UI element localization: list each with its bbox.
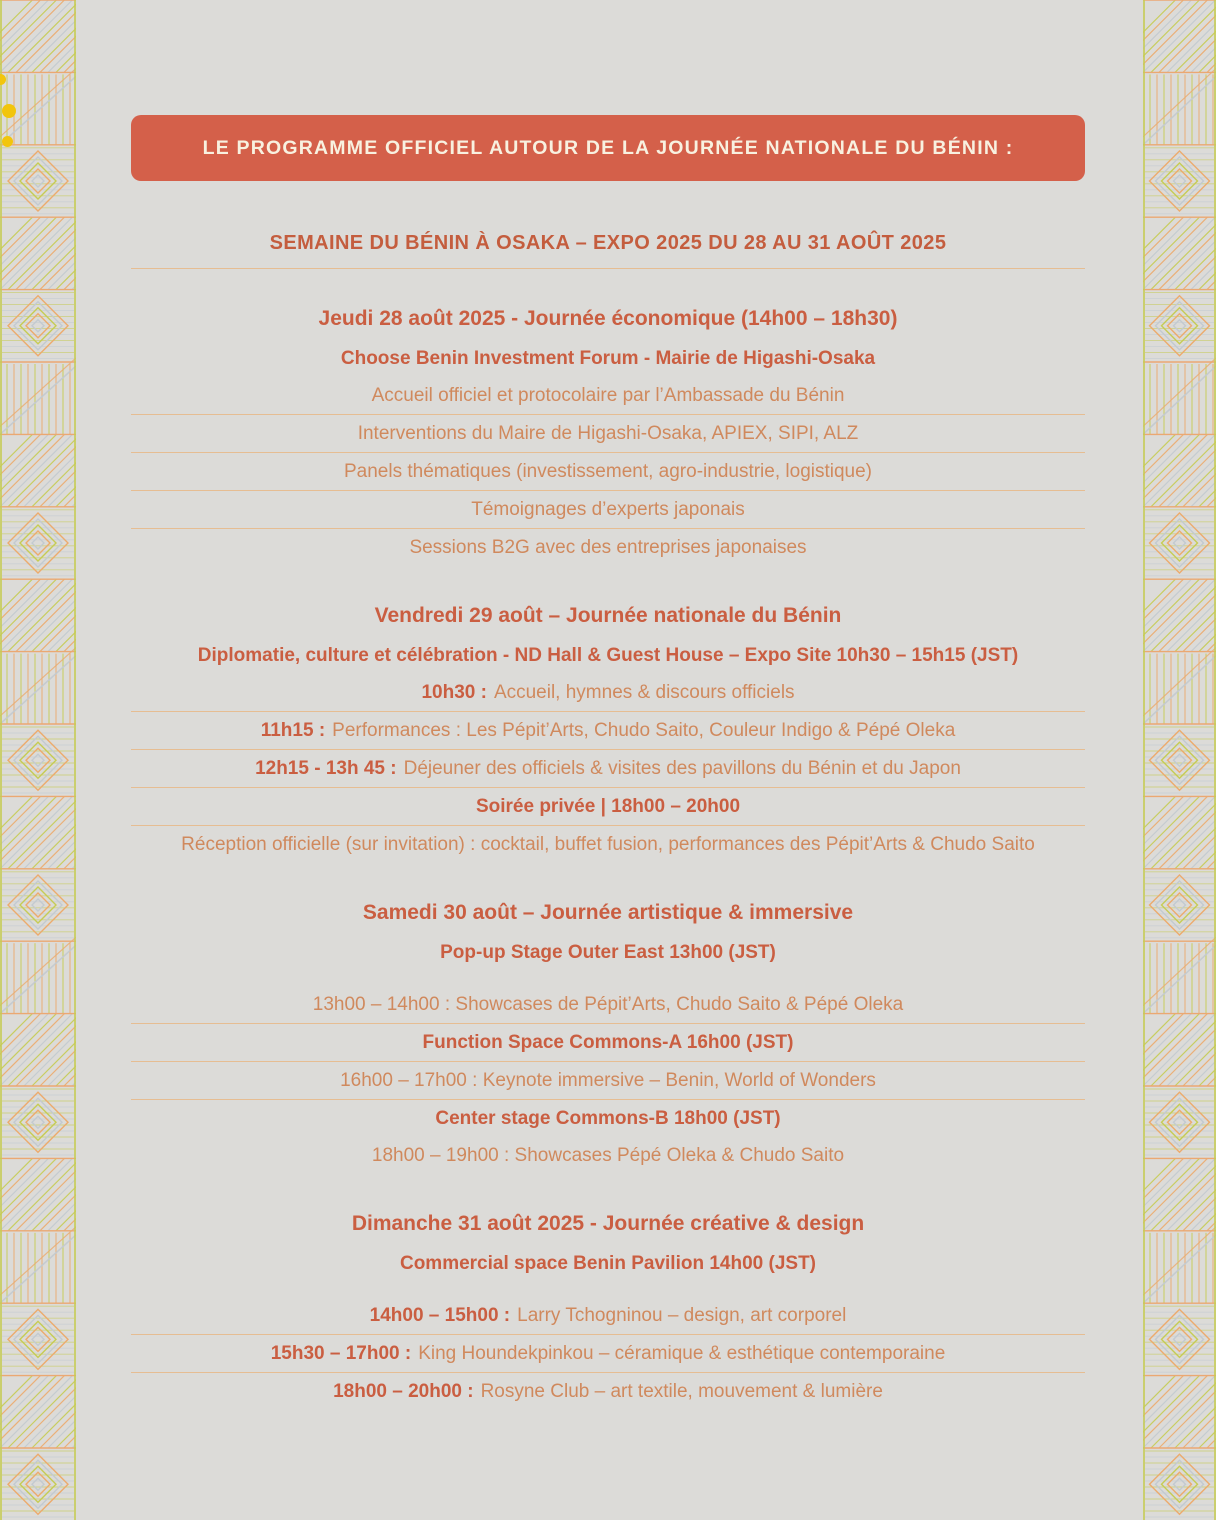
content-column bbox=[131, 0, 1085, 1410]
event-text: Accueil officiel et protocolaire par l’Ambassade du Bénin bbox=[371, 385, 845, 406]
event-text: Pop-up Stage Outer East 13h00 (JST) bbox=[440, 942, 776, 963]
event-subheading bbox=[131, 934, 1085, 971]
event-time: 12h15 - 13h 45 : bbox=[255, 758, 397, 779]
event-text: Réception officielle (sur invitation) : cocktail, buffet fusion, performances des Pépit’Arts & Chudo Saito bbox=[181, 834, 1035, 855]
event-time: 15h30 – 17h00 : bbox=[270, 1343, 412, 1364]
decorative-border-left bbox=[0, 0, 76, 1520]
yellow-dot bbox=[2, 136, 13, 147]
event-time: 10h30 : bbox=[421, 682, 487, 703]
event-row bbox=[131, 712, 1085, 750]
event-text: Soirée privée | 18h00 – 20h00 bbox=[475, 796, 741, 817]
yellow-dot bbox=[2, 104, 16, 118]
decorative-border-right bbox=[1143, 0, 1216, 1520]
event-text: Commercial space Benin Pavilion 14h00 (JST) bbox=[399, 1253, 817, 1274]
divider-line bbox=[131, 268, 1085, 269]
event-text: King Houndekpinkou – céramique & esthétique contemporaine bbox=[418, 1343, 946, 1364]
event-text: Center stage Commons-B 18h00 (JST) bbox=[435, 1108, 781, 1129]
event-text: Larry Tchogninou – design, art corporel bbox=[517, 1305, 847, 1326]
event-row bbox=[131, 750, 1085, 788]
event-time: 14h00 – 15h00 : bbox=[369, 1305, 511, 1326]
day-heading: Dimanche 31 août 2025 - Journée créative & design bbox=[351, 1212, 865, 1235]
event-time: 11h15 : bbox=[260, 720, 326, 741]
banner-title: LE PROGRAMME OFFICIEL AUTOUR DE LA JOURNÉE NATIONALE DU BÉNIN : bbox=[202, 137, 1014, 159]
event-row bbox=[131, 986, 1085, 1024]
event-text: Témoignages d’experts japonais bbox=[471, 499, 745, 520]
event-row bbox=[131, 529, 1085, 566]
event-text: Panels thématiques (investissement, agro-industrie, logistique) bbox=[343, 461, 873, 482]
event-row bbox=[131, 453, 1085, 491]
african-pattern-left bbox=[0, 0, 76, 1520]
program-banner bbox=[131, 115, 1085, 181]
day-heading: Jeudi 28 août 2025 - Journée économique (14h00 – 18h30) bbox=[318, 307, 898, 330]
day-heading: Vendredi 29 août – Journée nationale du Bénin bbox=[374, 604, 842, 627]
event-text: Déjeuner des officiels & visites des pavillons du Bénin et du Japon bbox=[403, 758, 961, 779]
event-text: Sessions B2G avec des entreprises japonaises bbox=[409, 537, 807, 558]
event-text: 18h00 – 19h00 : Showcases Pépé Oleka & Chudo Saito bbox=[371, 1145, 845, 1166]
event-row bbox=[131, 491, 1085, 529]
event-text: 16h00 – 17h00 : Keynote immersive – Benin, World of Wonders bbox=[340, 1070, 876, 1091]
event-text: Choose Benin Investment Forum - Mairie de Higashi-Osaka bbox=[340, 348, 876, 369]
event-subheading bbox=[131, 788, 1085, 826]
event-row bbox=[131, 674, 1085, 712]
event-row bbox=[131, 826, 1085, 863]
event-text: Diplomatie, culture et célébration - ND Hall & Guest House – Expo Site 10h30 – 15h15 (JST) bbox=[197, 645, 1019, 666]
event-subheading bbox=[131, 1024, 1085, 1062]
event-subheading bbox=[131, 340, 1085, 377]
event-text: 13h00 – 14h00 : Showcases de Pépit’Arts, Chudo Saito & Pépé Oleka bbox=[312, 994, 904, 1015]
event-text: Function Space Commons-A 16h00 (JST) bbox=[422, 1032, 794, 1053]
event-subheading bbox=[131, 1100, 1085, 1137]
event-row bbox=[131, 1335, 1085, 1373]
event-subheading bbox=[131, 637, 1085, 674]
schedule-list bbox=[131, 305, 1085, 1410]
page-title: SEMAINE DU BÉNIN À OSAKA – EXPO 2025 DU 28 AU 31 AOÛT 2025 bbox=[269, 232, 947, 254]
event-text: Rosyne Club – art textile, mouvement & lumière bbox=[480, 1381, 883, 1402]
event-row bbox=[131, 377, 1085, 415]
event-time: 18h00 – 20h00 : bbox=[333, 1381, 474, 1402]
event-subheading bbox=[131, 1245, 1085, 1282]
african-pattern-right bbox=[1143, 0, 1216, 1520]
event-text: Performances : Les Pépit’Arts, Chudo Saito, Couleur Indigo & Pépé Oleka bbox=[332, 720, 956, 741]
event-row bbox=[131, 1297, 1085, 1335]
event-row bbox=[131, 415, 1085, 453]
event-row bbox=[131, 1062, 1085, 1100]
day-heading: Samedi 30 août – Journée artistique & immersive bbox=[362, 901, 854, 924]
event-text: Interventions du Maire de Higashi-Osaka, APIEX, SIPI, ALZ bbox=[357, 423, 859, 444]
event-row bbox=[131, 1373, 1085, 1410]
event-text: Accueil, hymnes & discours officiels bbox=[493, 682, 795, 703]
event-row bbox=[131, 1137, 1085, 1174]
